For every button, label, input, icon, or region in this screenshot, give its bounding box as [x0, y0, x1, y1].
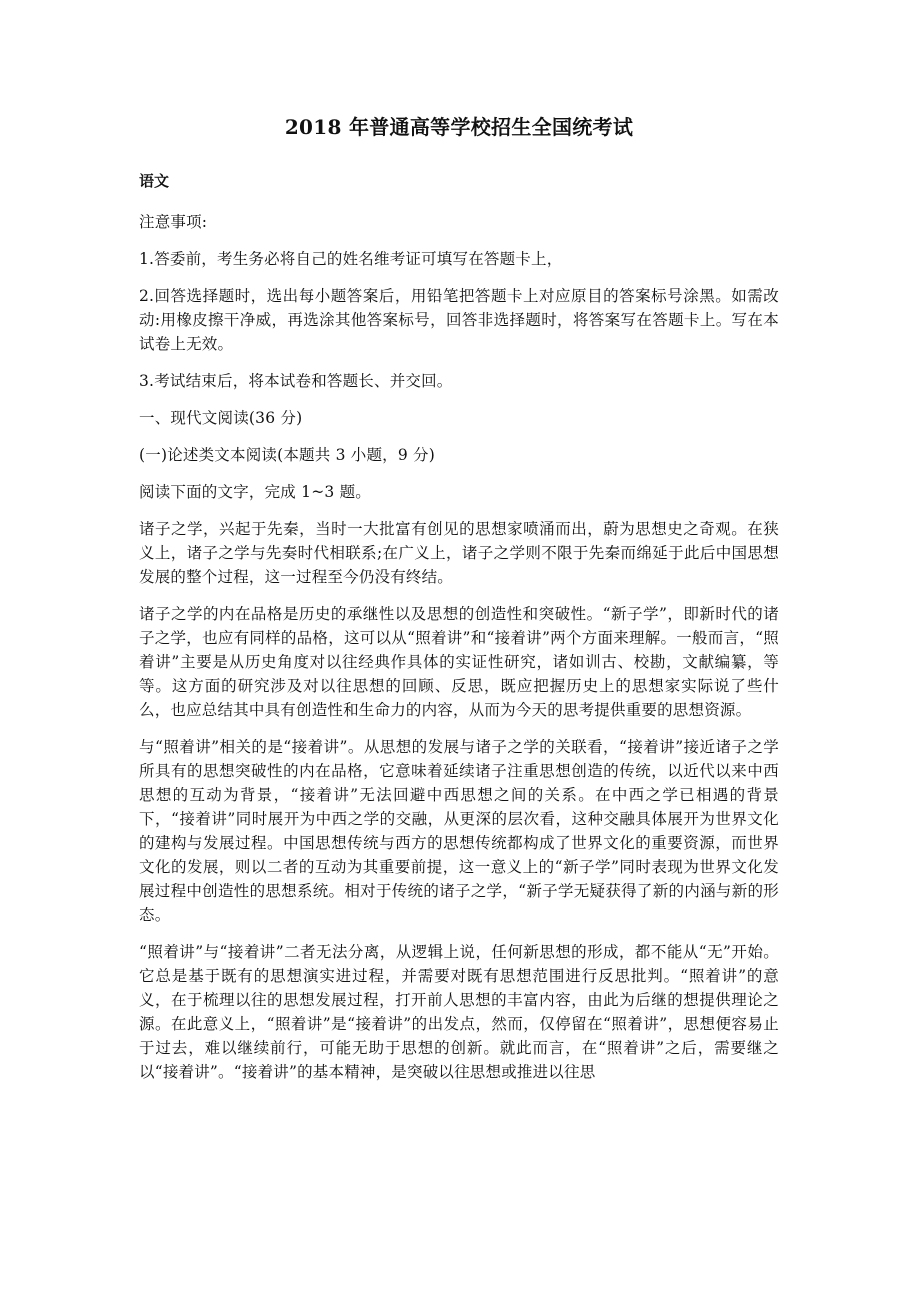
- document-title: 2018 年普通高等学校招生全国统考试: [284, 115, 634, 139]
- passage-paragraph-4: “照着讲”与“接着讲”二者无法分离，从逻辑上说，任何新思想的形成，都不能从“无”开始。它总是基于既有的思想演实进过程，并需要对既有思想范围进行反思批判。“照着讲”的意义，在于梳理以往的思想发展过程，打开前人思想的丰富内容，由此为后继的想提供理论之源。在此意义上，“照着讲”是“接着讲”的出发点，然而，仅停留在“照着讲”，思想便容易止于过去，难以继续前行，可能无助于思想的创新。就此而言，在“照着讲”之后，需要继之以“接着讲”。“接着讲”的基本精神，是突破以往思想或推进以往思: [139, 943, 779, 1081]
- notice-item-2: 2.回答选择题时，选出每小题答案后，用铅笔把答题卡上对应原目的答案标号涂黑。如需改动:用橡皮擦干净威，再选涂其他答案标号，回答非选择题时，将答案写在答题卡上。写在本试卷上无效。: [139, 287, 779, 353]
- notice-item-3: 3.考试结束后，将本试卷和答题长、并交回。: [139, 372, 453, 390]
- passage-paragraph-1: 诸子之学，兴起于先秦，当时一大批富有创见的思想家喷涌而出，蔚为思想史之奇观。在狭义上，诸子之学与先奏时代相联系;在广义上，诸子之学则不限于先秦而绵延于此后中国思想发展的整个过程，这一过程至今仍没有终结。: [139, 520, 779, 586]
- subsection-heading: (一)论述类文本阅读(本题共 3 小题，9 分): [139, 446, 435, 464]
- reading-instruction: 阅读下面的文字，完成 1~3 题。: [139, 483, 371, 501]
- document-body: [139, 112, 779, 1097]
- notice-item-1: 1.答委前，考生务必将自己的姓名维考证可填写在答题卡上，: [139, 250, 563, 268]
- section-heading: 一、现代文阅读(36 分): [139, 409, 303, 427]
- notice-heading: 注意事项:: [139, 213, 208, 231]
- passage-paragraph-3: 与“照着讲”相关的是“接着讲”。从思想的发展与诸子之学的关联看，“接着讲”接近诸子之学所具有的思想突破性的内在品格，它意味着延续诸子注重思想创造的传统，以近代以来中西思想的互动为背景，“接着讲”无法回避中西思想之间的关系。在中西之学已相遇的背景下，“接着讲”同时展开为中西之学的交融，从更深的层次看，这种交融具体展开为世界文化的建构与发展过程。中国思想传统与西方的思想传统都构成了世界文化的重要资源，而世界文化的发展，则以二者的互动为其重要前提，这一意义上的“新子学”同时表现为世界文化发展过程中创造性的思想系统。相对于传统的诸子之学，“新子学无疑获得了新的内涵与新的形态。: [139, 738, 779, 924]
- passage-paragraph-2: 诸子之学的内在品格是历史的承继性以及思想的创造性和突破性。“新子学”，即新时代的诸子之学，也应有同样的品格，这可以从“照着讲”和“接着讲”两个方面来理解。一般而言，“照着讲”主要是从历史角度对以往经典作具体的实证性研究，诸如训古、校勘，文献编纂，等等。这方面的研究涉及对以往思想的回顾、反思，既应把握历史上的思想家实际说了些什么，也应总结其中具有创造性和生命力的内容，从而为今天的思考提供重要的思想资源。: [139, 605, 779, 719]
- subject-heading: 语文: [139, 172, 170, 190]
